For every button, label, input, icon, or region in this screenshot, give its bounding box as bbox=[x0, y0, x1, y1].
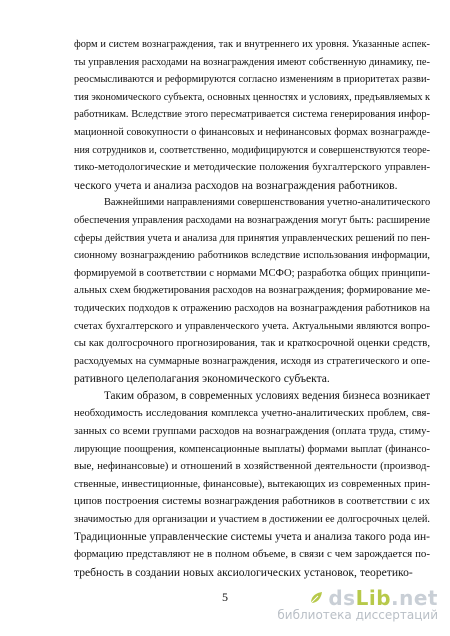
text-line: вые, нефинансовые) и отношений в хозяйственной деятельности (производ- bbox=[74, 460, 430, 473]
text-line: лирующие поощрения, компенсационные выплаты) формами выплат (финансо- bbox=[74, 443, 430, 455]
dslib-watermark bbox=[248, 586, 438, 626]
text-line: формацию представляют не в полном объеме, в связи с чем зарождается по- bbox=[74, 548, 430, 561]
text-line: Таким образом, в современных условиях ведения бизнеса возникает bbox=[104, 389, 431, 402]
paragraph bbox=[74, 194, 430, 388]
page-number: 5 bbox=[222, 590, 228, 604]
text-line: требность в создании новых аксиологических установок, теоретико- bbox=[74, 565, 413, 579]
text-line: тодических подходов к отражению расходов на вознаграждения работников на bbox=[74, 302, 430, 314]
text-line: формируемой в соответствии с нормами МСФО; разработка общих принципи- bbox=[74, 267, 430, 279]
text-line: обеспечения управления расходами на вознаграждения могут быть: расширение bbox=[74, 214, 430, 226]
text-line: счетах бухгалтерского и управленческого учета. Актуальными являются вопро- bbox=[74, 320, 430, 332]
text-line: сы как долгосрочного прогнозирования, так и краткосрочной оценки средств, bbox=[74, 337, 430, 350]
text-line: реосмысливаются и реформируются согласно изменениям в приоритетах разви- bbox=[74, 74, 430, 86]
text-line: ты управления расходами на вознаграждения имеют собственную динамику, пе- bbox=[74, 56, 431, 68]
text-line: ческого учета и анализа расходов на вознаграждения работников. bbox=[74, 178, 398, 192]
paragraph bbox=[74, 388, 430, 582]
text-line: тико-методологические и методические положения бухгалтерского управлен- bbox=[74, 161, 430, 174]
watermark-brand: dsLib.net bbox=[328, 586, 438, 610]
text-line: тия экономического субъекта, основных ценностях и условиях, предъявляемых к bbox=[74, 91, 431, 103]
text-line: расходуемых на суммарные вознаграждения, исходя из стратегического и опе- bbox=[74, 355, 430, 367]
body-text bbox=[74, 36, 430, 581]
text-line: Важнейшими направлениями совершенствования учетно-аналитического bbox=[104, 197, 431, 209]
text-line: ственные, инвестиционные, финансовые), вытекающих из современных прин- bbox=[74, 478, 430, 490]
text-line: ративного целеполагания экономического субъекта. bbox=[74, 372, 330, 386]
watermark-logo bbox=[248, 586, 438, 610]
text-line: работникам. Вследствие этого пересматривается система генерирования инфор- bbox=[74, 109, 430, 121]
text-line: сионному вознаграждению работников вследствие использования информации, bbox=[74, 250, 430, 262]
text-line: форм и систем вознаграждения, так и внутреннего их уровня. Указанные аспек- bbox=[74, 39, 430, 50]
text-line: занных со всеми группами расходов на вознаграждения (оплата труда, стиму- bbox=[74, 425, 430, 438]
leaf-icon bbox=[308, 590, 324, 606]
watermark-subtitle: библиотека диссертаций bbox=[277, 608, 438, 622]
text-line: значимостью для организации и участием в достижении ее долгосрочных целей. bbox=[74, 514, 430, 526]
text-line: альных схем бюджетирования расходов на вознаграждения; формирование ме- bbox=[74, 285, 431, 297]
text-line: мационной совокупности о финансовых и нефинансовых формах вознагражде- bbox=[74, 126, 430, 138]
text-line: сферы действия учета и анализа для принятия управленческих решений по пен- bbox=[74, 232, 430, 244]
text-line: необходимость исследования комплекса учетно-аналитических проблем, свя- bbox=[74, 407, 430, 420]
text-line: ципов построения системы вознаграждения работников в соответствии с их bbox=[74, 495, 430, 508]
text-line: Традиционные управленческие системы учета и анализа такого рода ин- bbox=[74, 530, 430, 543]
text-line: ния сотрудников и, соответственно, модифицируются и совершенствуются теоре- bbox=[74, 144, 430, 156]
paragraph bbox=[74, 36, 430, 194]
